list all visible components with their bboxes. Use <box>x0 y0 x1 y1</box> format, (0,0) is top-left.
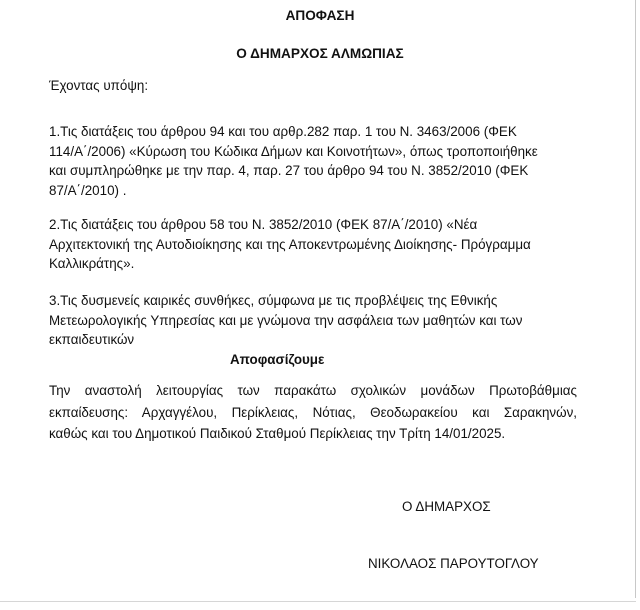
clause-1 <box>49 122 609 200</box>
clause-3-line: 3.Τις δυσμενείς καιρικές συνθήκες, σύμφωνα με τις προβλέψεις της Εθνικής <box>49 293 498 308</box>
clause-3-line: Μετεωρολογικής Υπηρεσίας και με γνώμονα την ασφάλεια των μαθητών και των <box>49 312 523 328</box>
clause-2-line: Καλλικράτης». <box>49 256 135 271</box>
document-title: ΑΠΟΦΑΣΗ <box>285 8 355 23</box>
clause-3-line: εκπαιδευτικών <box>49 332 135 347</box>
page-edge-divider <box>635 0 636 598</box>
authority-heading: Ο ΔΗΜΑΡΧΟΣ ΑΛΜΩΠΙΑΣ <box>236 46 404 61</box>
decision-text <box>49 380 577 445</box>
clause-2-line: 2.Τις διατάξεις του άρθρου 58 του Ν. 3852/2010 (ΦΕΚ 87/Α΄/2010) «Νέα <box>49 217 478 232</box>
decision-line: εκπαίδευσης: Αρχαγγέλου, Περίκλειας, Νότιας, Θεοδωρακείου και Σαρακηνών, <box>49 404 577 420</box>
page-bottom-divider <box>0 601 636 602</box>
clause-2 <box>49 215 609 274</box>
clause-2-line: Αρχιτεκτονική της Αυτοδιοίκησης και της Αποκεντρωμένης Διοίκησης- Πρόγραμμα <box>49 236 531 252</box>
clause-1-line: και συμπληρώθηκε με την παρ. 4, παρ. 27 του άρθρο 94 του Ν. 3852/2010 (ΦΕΚ <box>49 163 529 178</box>
clause-1-line: 1.Τις διατάξεις του άρθρου 94 και του αρθρ.282 παρ. 1 του Ν. 3463/2006 (ΦΕΚ <box>49 124 517 139</box>
considering-label: Έχοντας υπόψη: <box>49 78 149 93</box>
clause-3 <box>49 291 609 350</box>
decision-heading: Αποφασίζουμε <box>230 352 325 367</box>
clause-1-line: 87/Α΄/2010) . <box>49 182 127 198</box>
decision-line: καθώς και του Δημοτικού Παιδικού Σταθμού Περίκλειας την Τρίτη 14/01/2025. <box>49 426 506 441</box>
signature-name: ΝΙΚΟΛΑΟΣ ΠΑΡΟΥΤΟΓΛΟΥ <box>368 556 539 571</box>
signature-title: Ο ΔΗΜΑΡΧΟΣ <box>402 499 491 514</box>
decision-line: Την αναστολή λειτουργίας των παρακάτω σχολικών μονάδων Πρωτοβάθμιας <box>49 383 577 398</box>
clause-1-line: 114/Α΄/2006) «Κύρωση του Κώδικα Δήμων και Κοινοτήτων», όπως τροποποιήθηκε <box>49 143 538 159</box>
